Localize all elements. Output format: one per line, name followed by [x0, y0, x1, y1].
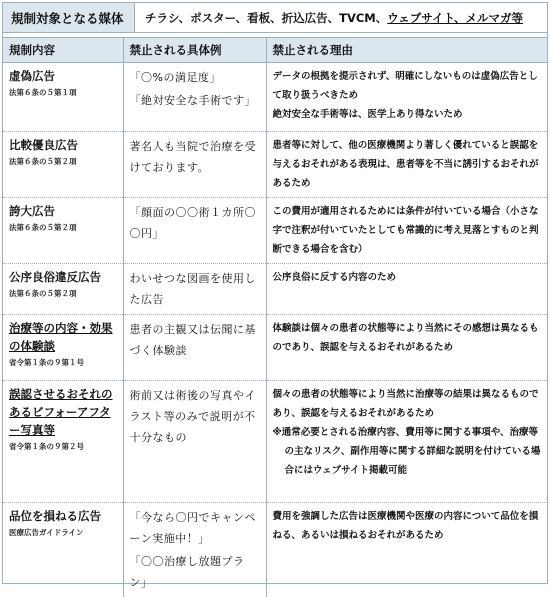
- media-label: 規制対象となる媒体: [3, 3, 135, 32]
- table-row: [3, 264, 547, 315]
- examples-cell: [123, 381, 266, 503]
- table-header-row: [3, 38, 547, 63]
- category-cell: [3, 132, 123, 198]
- media-list: [135, 3, 547, 32]
- examples-cell: [123, 132, 266, 198]
- category-label: 虚偽広告: [9, 67, 117, 85]
- category-label: 公序良俗違反広告: [9, 268, 117, 286]
- law-reference: 省令第１条の９第１号: [9, 356, 117, 370]
- table-row: [3, 503, 547, 597]
- reason-cell: [266, 132, 547, 198]
- reason-text: データの根拠を提示されず、明確にしないものは虚偽広告として取り扱うべきため: [273, 67, 542, 105]
- header-regulation: 規制内容: [3, 38, 123, 63]
- regulation-table-container: [2, 2, 548, 584]
- reason-cell: [266, 264, 547, 315]
- category-cell: [3, 63, 123, 132]
- category-label: 比較優良広告: [9, 136, 117, 154]
- example-text: 「絶対安全な手術です」: [130, 90, 260, 111]
- category-cell: [3, 264, 123, 315]
- reason-text: 体験談は個々の患者の状態等により当然にその感想は異なるものであり、誤認を与えるおそれがあるため: [273, 319, 542, 357]
- example-text: 「〇〇治療し放題プラン」: [130, 551, 260, 593]
- law-reference: 医療広告ガイドライン: [9, 526, 117, 540]
- law-reference: 省令第１条の９第２号: [9, 440, 117, 454]
- examples-cell: [123, 264, 266, 315]
- examples-cell: [123, 63, 266, 132]
- category-cell: [3, 381, 123, 503]
- reason-cell: [266, 63, 547, 132]
- law-reference: 法第６条の５第１項: [9, 86, 117, 100]
- reason-cell: [266, 381, 547, 503]
- law-reference: 法第６条の５第２項: [9, 221, 117, 235]
- media-list-plain: チラシ、ポスター、看板、折込広告、TVCM、: [145, 10, 387, 26]
- reason-text: 絶対安全な手術等は、医学上あり得ないため: [273, 105, 542, 124]
- reason-cell: [266, 503, 547, 597]
- example-text: 「顔面の〇〇術１カ所〇〇円」: [130, 202, 260, 244]
- reason-text: 個々の患者の状態等により当然に治療等の結果は異なるものであり、誤認を与えるおそれがあるため: [273, 385, 542, 423]
- media-bar: [3, 3, 547, 33]
- example-text: わいせつな図画を使用した広告: [130, 268, 260, 310]
- law-reference: 法第６条の５第２項: [9, 155, 117, 169]
- example-text: 「今なら〇円でキャンペーン実施中！」: [130, 507, 260, 549]
- example-text: 患者の主観又は伝聞に基づく体験談: [130, 319, 260, 361]
- reason-text: 患者等に対して、他の医療機関より著しく優れていると誤認を与えるおそれがある表現は、患者等を不当に誘引するおそれがあるため: [273, 136, 542, 193]
- example-text: 術前又は術後の写真やイラスト等のみで説明が不十分なもの: [130, 385, 260, 448]
- category-cell: [3, 315, 123, 381]
- table-row: [3, 198, 547, 264]
- table-row: [3, 381, 547, 503]
- reason-text: この費用が適用されるためには条件が付いている場合（小さな字で注釈が付いていたとしても常識的に考え見落とすものと判断できる場合を含む）: [273, 202, 542, 259]
- media-list-underlined: ウェブサイト、メルマガ等: [387, 10, 523, 26]
- category-label: 誤認させるおそれのあるビフォーアフター写真等: [9, 385, 117, 439]
- table-row: [3, 315, 547, 381]
- example-text: 「〇%の満足度」: [130, 67, 260, 88]
- table-row: [3, 132, 547, 198]
- reason-text: 公序良俗に反する内容のため: [273, 268, 542, 287]
- examples-cell: [123, 198, 266, 264]
- header-reason: 禁止される理由: [266, 38, 547, 63]
- category-label: 品位を損ねる広告: [9, 507, 117, 525]
- reason-cell: [266, 315, 547, 381]
- reason-text: 費用を強調した広告は医療機関や医療の内容について品位を損ねる、あるいは損ねるおそれがあるため: [273, 507, 542, 545]
- examples-cell: [123, 503, 266, 597]
- category-cell: [3, 198, 123, 264]
- law-reference: 法第６条の５第２項: [9, 287, 117, 301]
- category-cell: [3, 503, 123, 597]
- header-examples: 禁止される具体例: [123, 38, 266, 63]
- regulation-table: [3, 38, 547, 597]
- example-text: 著名人も当院で治療を受けております。: [130, 136, 260, 178]
- reason-cell: [266, 198, 547, 264]
- table-row: [3, 63, 547, 132]
- category-label: 治療等の内容・効果の体験談: [9, 319, 117, 355]
- category-label: 誇大広告: [9, 202, 117, 220]
- examples-cell: [123, 315, 266, 381]
- reason-note: ※通常必要とされる治療内容、費用等に関する事項や、治療等の主なリスク、副作用等に関する詳細な説明を付けている場合にはウェブサイト掲載可能: [273, 423, 542, 480]
